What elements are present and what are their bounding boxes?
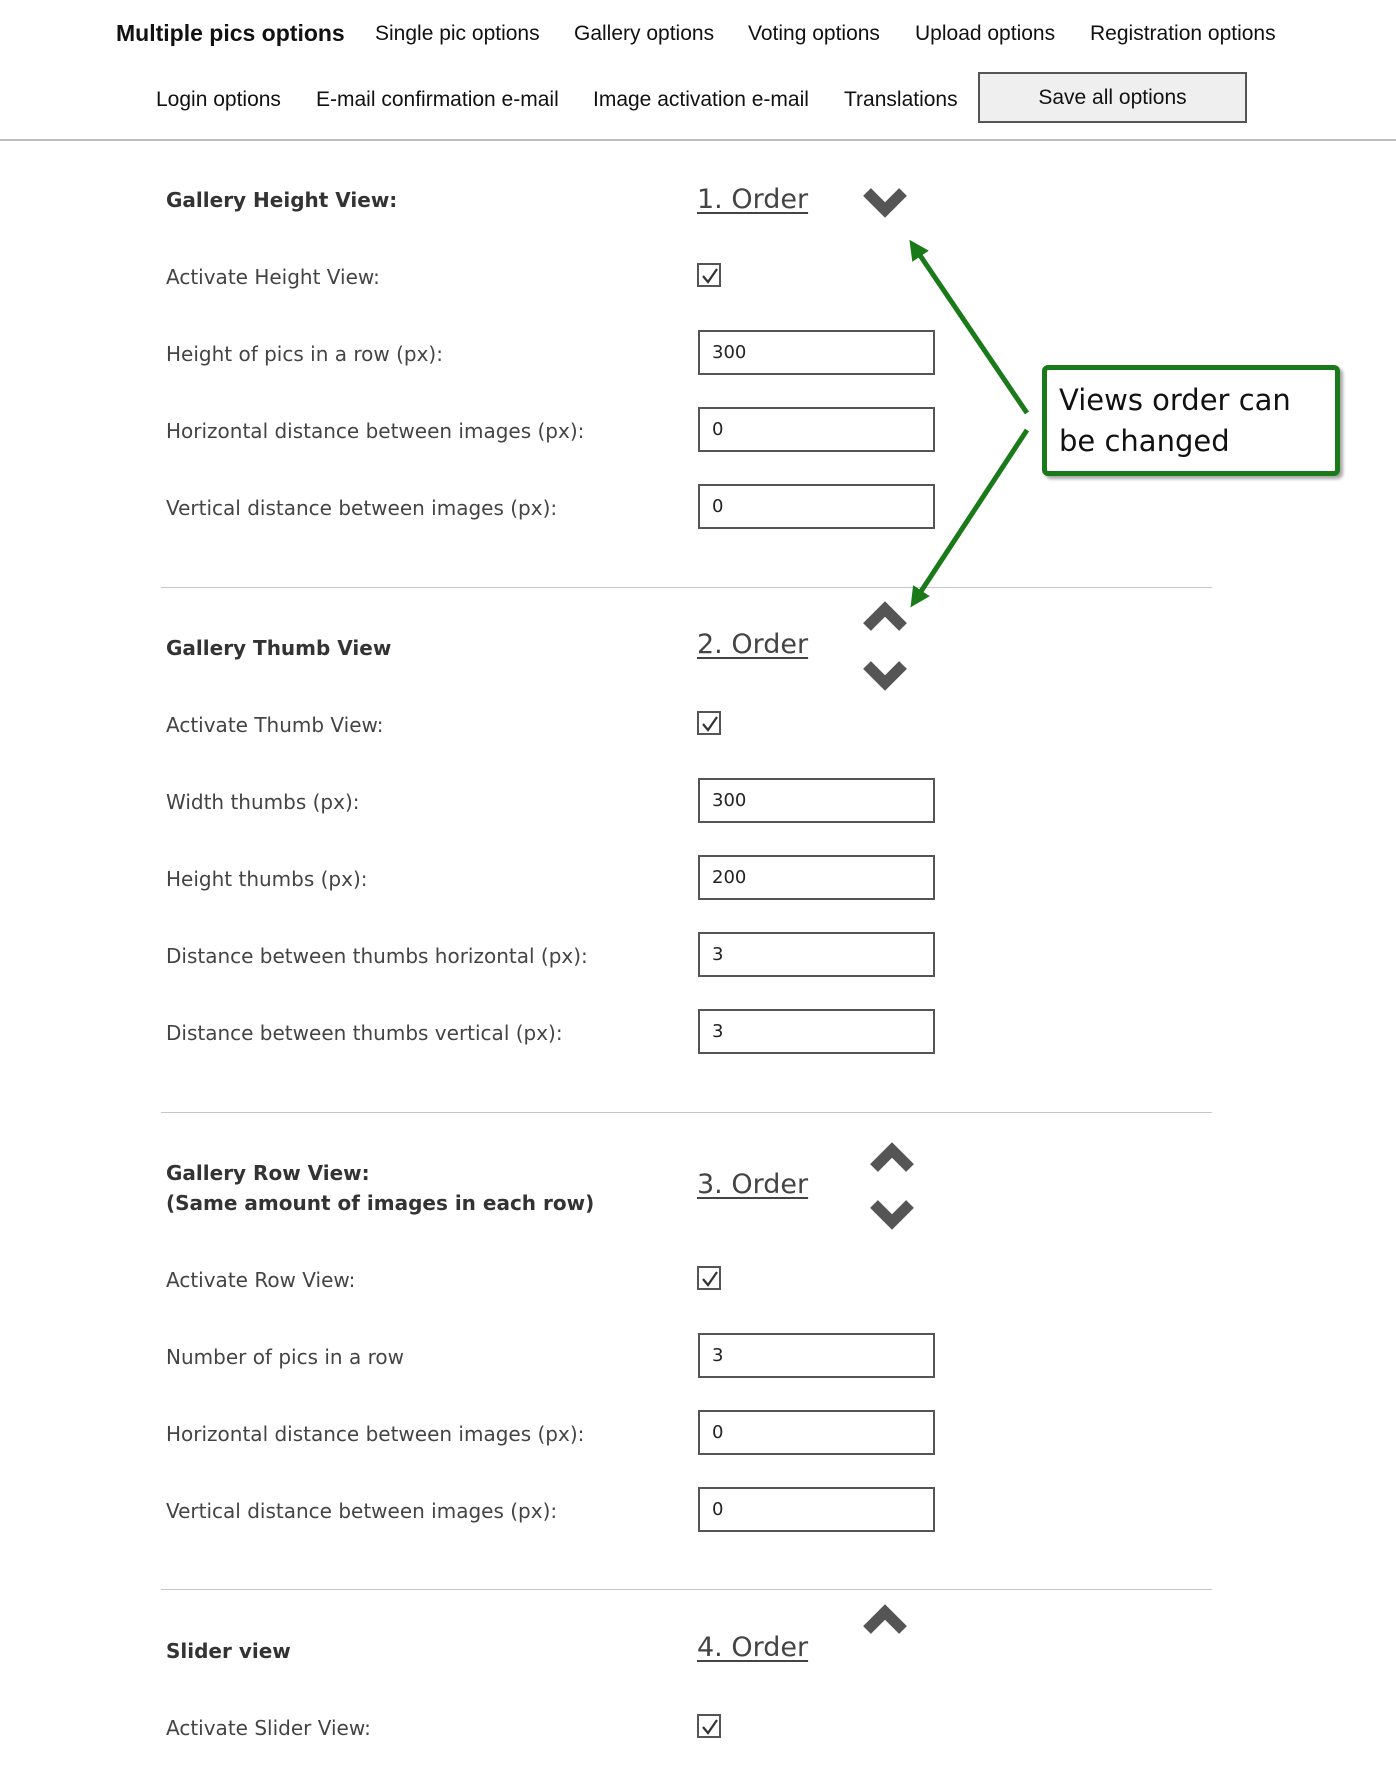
order-link[interactable]: 4. Order (697, 1632, 809, 1663)
chevron-up-icon[interactable] (861, 1600, 909, 1636)
field-label: Horizontal distance between images (px): (166, 419, 585, 443)
tab-voting-options[interactable]: Voting options (748, 22, 880, 45)
activate-thumb-view-checkbox[interactable] (697, 711, 721, 735)
vertical-distance-input[interactable] (698, 484, 935, 529)
field-label: Height of pics in a row (px): (166, 342, 443, 366)
activate-label: Activate Height View: (166, 265, 380, 289)
activate-label: Activate Slider View: (166, 1716, 371, 1740)
check-icon (700, 266, 720, 286)
section-divider (161, 1112, 1212, 1113)
tab-gallery-options[interactable]: Gallery options (574, 22, 715, 45)
section-title (166, 1158, 594, 1218)
activate-label: Activate Thumb View: (166, 713, 384, 737)
tab-upload-options[interactable]: Upload options (915, 22, 1056, 45)
options-tab-bar (0, 0, 1396, 141)
section-divider (161, 587, 1212, 588)
field-label: Height thumbs (px): (166, 867, 368, 891)
section-divider (161, 1589, 1212, 1590)
activate-label: Activate Row View: (166, 1268, 356, 1292)
chevron-down-icon[interactable] (868, 1198, 916, 1234)
tab-translations[interactable]: Translations (844, 88, 958, 111)
tab-login-options[interactable]: Login options (156, 88, 281, 111)
chevron-up-icon[interactable] (861, 597, 909, 633)
field-label: Horizontal distance between images (px): (166, 1422, 585, 1446)
activate-row-view-checkbox[interactable] (697, 1266, 721, 1290)
field-label: Vertical distance between images (px): (166, 1499, 558, 1523)
section-title: Gallery Height View: (166, 188, 398, 212)
section-title: Slider view (166, 1639, 291, 1663)
annotation-callout: Views order can be changed (1042, 365, 1340, 476)
tab-single-pic-options[interactable]: Single pic options (375, 22, 540, 45)
save-all-options-button[interactable]: Save all options (978, 72, 1247, 123)
thumbs-vertical-distance-input[interactable] (698, 1009, 935, 1054)
field-label: Number of pics in a row (166, 1345, 404, 1369)
pics-in-row-input[interactable] (698, 1333, 935, 1378)
order-link[interactable]: 1. Order (697, 184, 809, 215)
width-thumbs-input[interactable] (698, 778, 935, 823)
tab-email-confirmation-email[interactable]: E-mail confirmation e-mail (316, 88, 559, 111)
activate-slider-view-checkbox[interactable] (697, 1714, 721, 1738)
row-vertical-distance-input[interactable] (698, 1487, 935, 1532)
field-label: Distance between thumbs horizontal (px): (166, 944, 588, 968)
section-subtitle-line: (Same amount of images in each row) (166, 1191, 595, 1215)
height-of-pics-input[interactable] (698, 330, 935, 375)
check-icon (700, 1717, 720, 1737)
field-label: Distance between thumbs vertical (px): (166, 1021, 563, 1045)
field-label: Width thumbs (px): (166, 790, 360, 814)
check-icon (700, 1269, 720, 1289)
activate-height-view-checkbox[interactable] (697, 263, 721, 287)
horizontal-distance-input[interactable] (698, 407, 935, 452)
order-link[interactable]: 2. Order (697, 629, 809, 660)
tab-image-activation-email[interactable]: Image activation e-mail (593, 88, 809, 111)
chevron-down-icon[interactable] (861, 186, 909, 222)
row-horizontal-distance-input[interactable] (698, 1410, 935, 1455)
order-link[interactable]: 3. Order (697, 1169, 809, 1200)
tab-registration-options[interactable]: Registration options (1090, 22, 1276, 45)
chevron-up-icon[interactable] (868, 1138, 916, 1174)
section-title-line: Gallery Row View: (166, 1161, 370, 1185)
field-label: Vertical distance between images (px): (166, 496, 558, 520)
height-thumbs-input[interactable] (698, 855, 935, 900)
section-title: Gallery Thumb View (166, 636, 392, 660)
check-icon (700, 714, 720, 734)
chevron-down-icon[interactable] (861, 659, 909, 695)
thumbs-horizontal-distance-input[interactable] (698, 932, 935, 977)
tab-multiple-pics-options[interactable]: Multiple pics options (116, 20, 345, 46)
